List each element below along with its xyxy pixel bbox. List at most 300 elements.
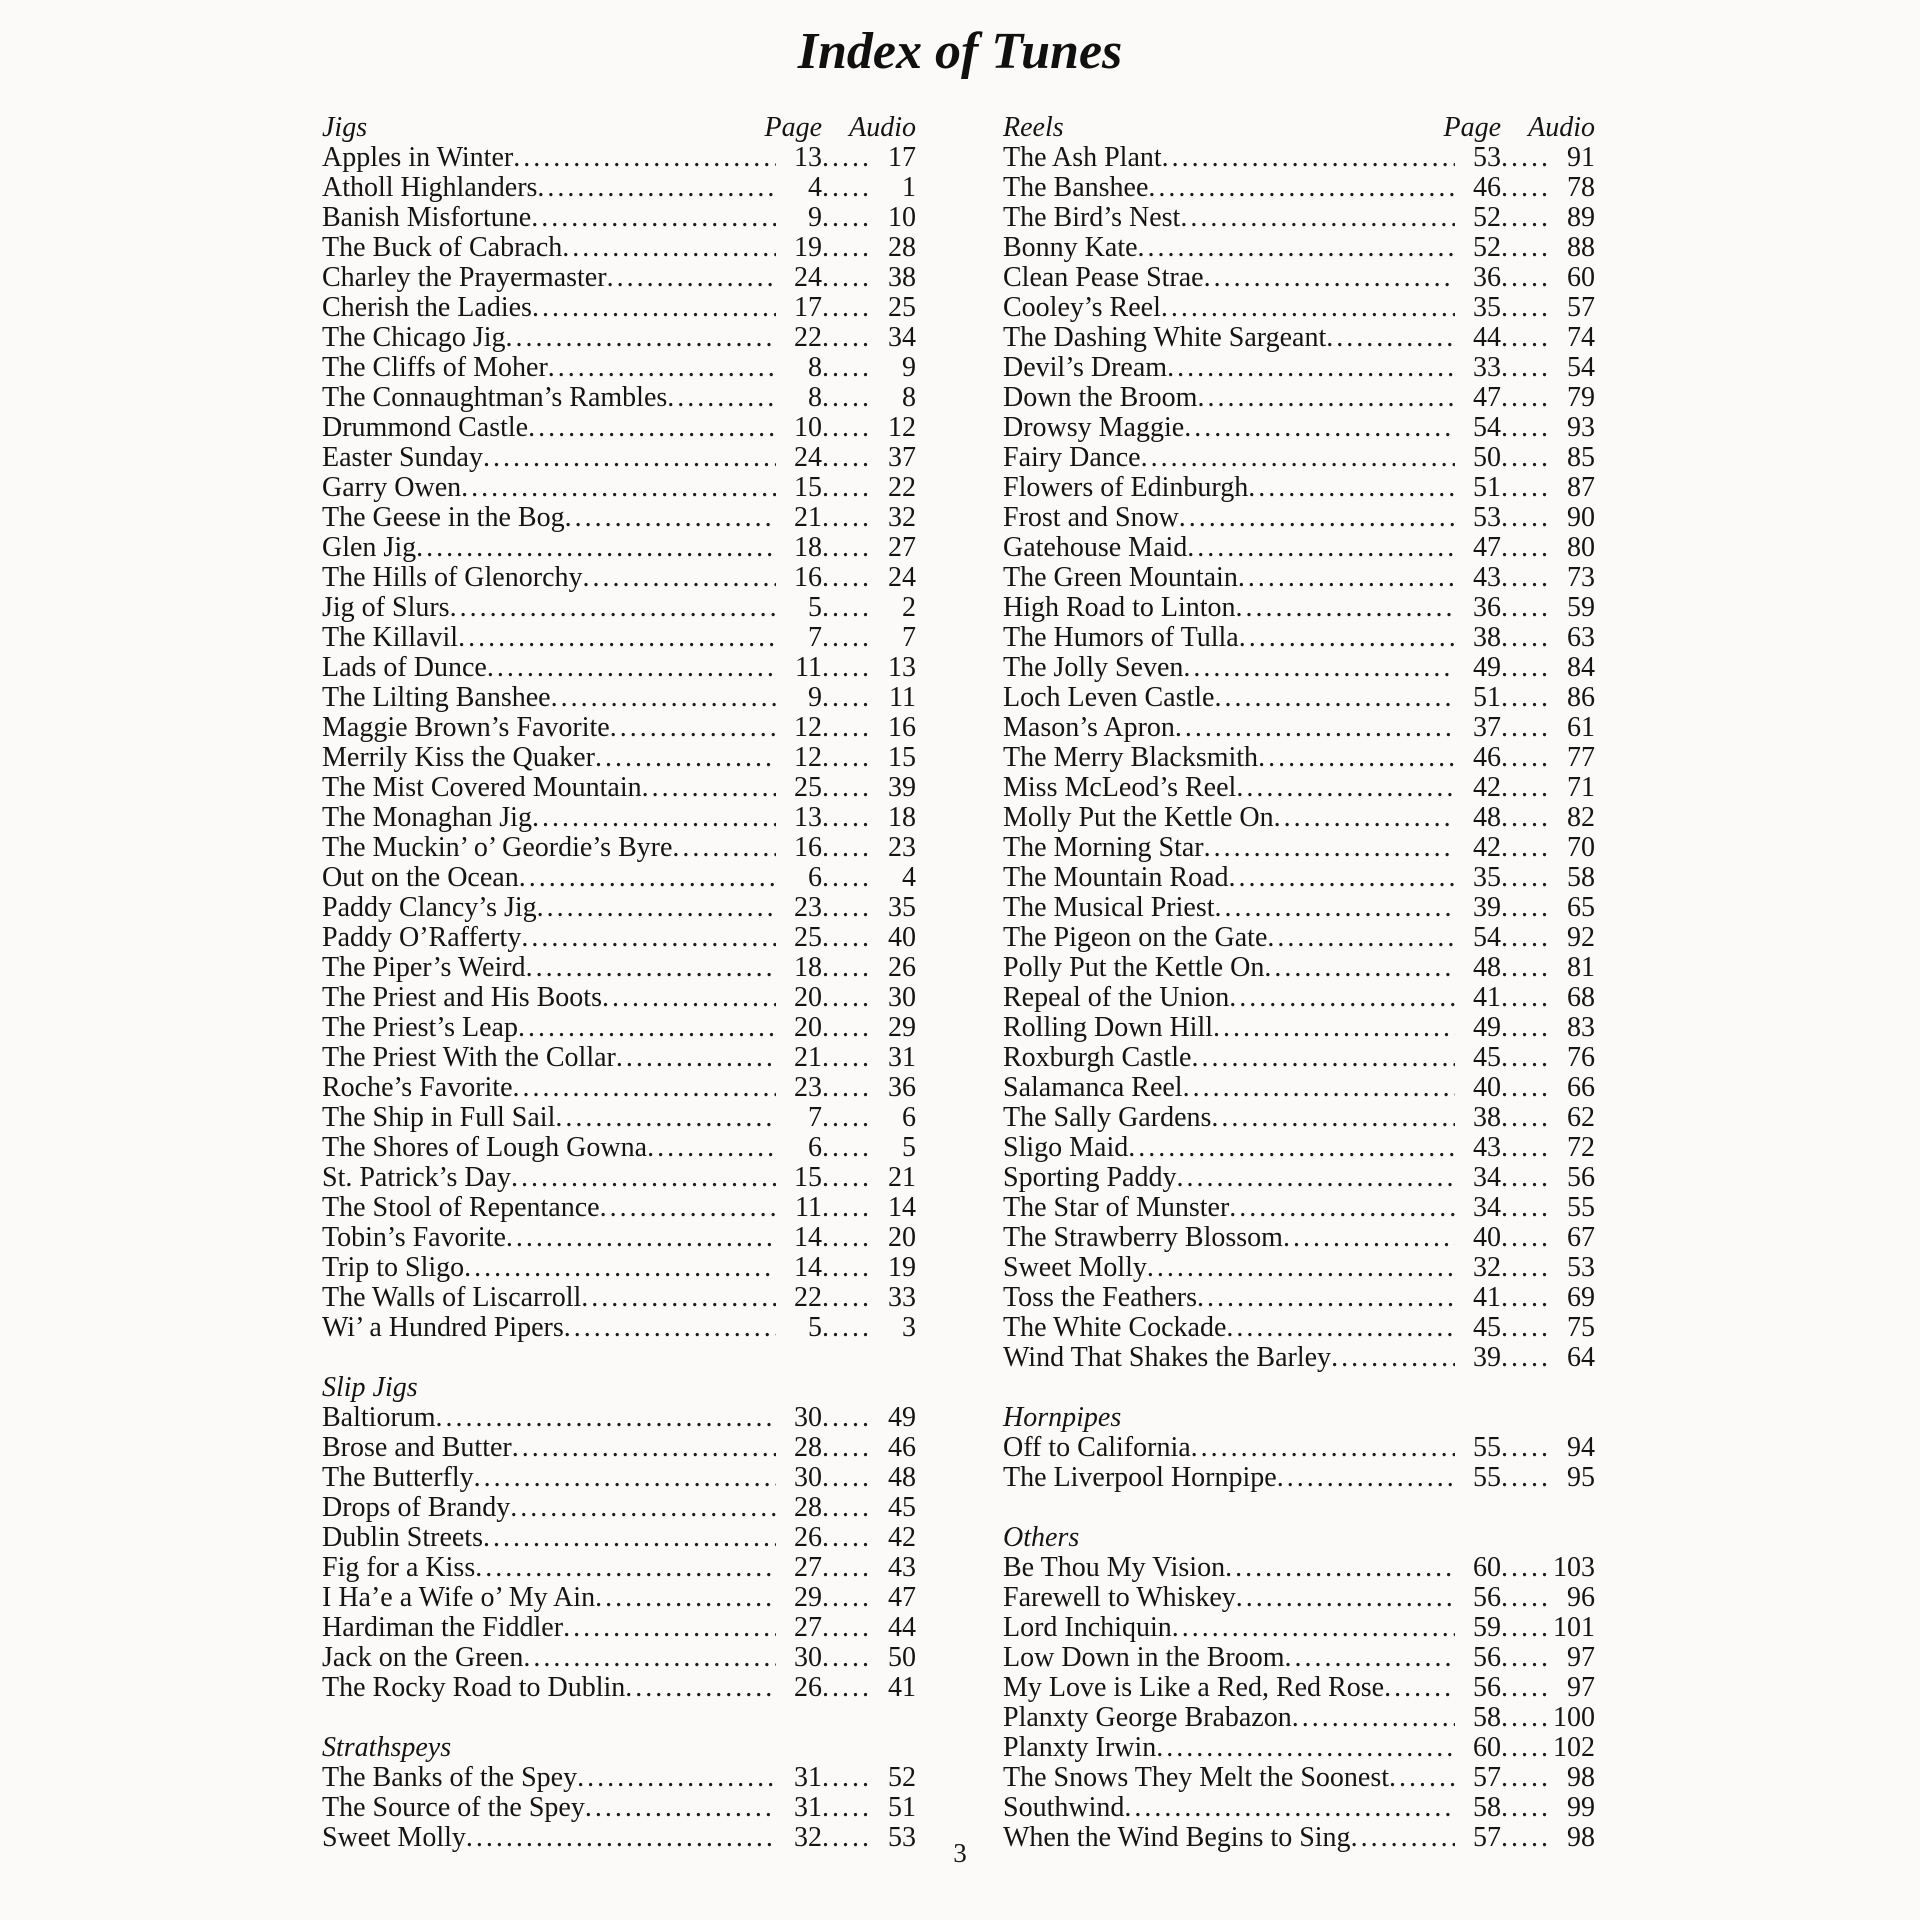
dot-leader [822, 323, 870, 353]
tune-audio-number: 47 [888, 1582, 916, 1613]
dot-leader [521, 923, 776, 953]
dot-leader [1213, 1013, 1455, 1043]
index-entry-row [1003, 1703, 1595, 1733]
tune-title: My Love is Like a Red, Red Rose [1003, 1672, 1385, 1703]
tune-audio-number: 76 [1567, 1042, 1595, 1073]
tune-audio-number: 78 [1567, 172, 1595, 203]
dot-leader [1215, 893, 1455, 923]
dot-leader [822, 743, 870, 773]
tune-title: The Ash Plant [1003, 142, 1162, 173]
tune-page-number: 60 [1473, 1552, 1501, 1583]
tune-audio-number: 29 [888, 1012, 916, 1043]
tune-audio-number: 102 [1553, 1732, 1595, 1763]
index-entry-row [322, 173, 916, 203]
dot-leader [1384, 1673, 1455, 1703]
dot-leader [513, 143, 776, 173]
dot-leader [822, 173, 870, 203]
tune-title: The Pigeon on the Gate [1003, 922, 1268, 953]
index-entry-row [322, 563, 916, 593]
dot-leader [1389, 1763, 1455, 1793]
tune-page-number: 27 [794, 1552, 822, 1583]
audio-column-header: Audio [1528, 112, 1595, 143]
tune-title: Paddy O’Rafferty [322, 922, 522, 953]
dot-leader [1172, 1613, 1455, 1643]
tune-title: The Sally Gardens [1003, 1102, 1212, 1133]
dot-leader [551, 683, 776, 713]
index-entry-row [1003, 1073, 1595, 1103]
dot-leader [822, 563, 870, 593]
tune-page-number: 42 [1473, 772, 1501, 803]
index-entry-row [1003, 623, 1595, 653]
dot-leader [822, 713, 870, 743]
dot-leader [1162, 143, 1455, 173]
dot-leader [518, 1013, 776, 1043]
tune-audio-number: 69 [1567, 1282, 1595, 1313]
tune-title: The Geese in the Bog [322, 502, 565, 533]
tune-audio-number: 99 [1567, 1792, 1595, 1823]
tune-audio-number: 36 [888, 1072, 916, 1103]
index-entry-row [322, 1013, 916, 1043]
index-entry-row [1003, 353, 1595, 383]
dot-leader [1501, 1433, 1549, 1463]
dot-leader [563, 1613, 776, 1643]
tune-title: Drowsy Maggie [1003, 412, 1185, 443]
tune-page-number: 37 [1473, 712, 1501, 743]
tune-audio-number: 10 [888, 202, 916, 233]
tune-title: Lads of Dunce [322, 652, 487, 683]
index-entry-row [1003, 653, 1595, 683]
index-entry-row [322, 533, 916, 563]
index-entry-row [322, 1493, 916, 1523]
tune-title: I Ha’e a Wife o’ My Ain [322, 1582, 596, 1613]
dot-leader [1501, 443, 1549, 473]
tune-title: The Green Mountain [1003, 562, 1238, 593]
index-entry-row [1003, 983, 1595, 1013]
tune-title: Wind That Shakes the Barley [1003, 1342, 1332, 1373]
index-entry-row [322, 473, 916, 503]
tune-page-number: 52 [1473, 232, 1501, 263]
dot-leader [1138, 233, 1455, 263]
dot-leader [577, 1763, 776, 1793]
index-entry-row [1003, 1553, 1595, 1583]
tune-page-number: 52 [1473, 202, 1501, 233]
dot-leader [1501, 893, 1549, 923]
tune-page-number: 48 [1473, 952, 1501, 983]
dot-leader [822, 683, 870, 713]
index-entry-row [322, 1673, 916, 1703]
dot-leader [1501, 1283, 1549, 1313]
index-entry-row [1003, 803, 1595, 833]
index-entry-row [322, 713, 916, 743]
index-entry-row [322, 683, 916, 713]
index-entry-row [322, 353, 916, 383]
tune-title: The Piper’s Weird [322, 952, 526, 983]
dot-leader [1501, 353, 1549, 383]
index-entry-row [322, 1403, 916, 1433]
dot-leader [1501, 1343, 1549, 1373]
dot-leader [1501, 533, 1549, 563]
tune-title: The Cliffs of Moher [322, 352, 548, 383]
dot-leader [642, 773, 776, 803]
tune-audio-number: 71 [1567, 772, 1595, 803]
tune-title: Paddy Clancy’s Jig [322, 892, 537, 923]
dot-leader [475, 1553, 776, 1583]
tune-audio-number: 101 [1553, 1612, 1595, 1643]
index-entry-row [322, 203, 916, 233]
index-entry-row [1003, 203, 1595, 233]
index-entry-row [1003, 923, 1595, 953]
tune-page-number: 11 [795, 1192, 822, 1223]
tune-title: Miss McLeod’s Reel [1003, 772, 1237, 803]
dot-leader [1258, 743, 1455, 773]
dot-leader [822, 1763, 870, 1793]
tune-audio-number: 96 [1567, 1582, 1595, 1613]
index-entry-row [322, 1043, 916, 1073]
tune-page-number: 15 [794, 1162, 822, 1193]
dot-leader [1167, 353, 1455, 383]
dot-leader [822, 1613, 870, 1643]
dot-leader [1501, 383, 1549, 413]
tune-page-number: 35 [1473, 862, 1501, 893]
index-entry-row [322, 983, 916, 1013]
tune-title: Repeal of the Union [1003, 982, 1230, 1013]
index-entry-row [1003, 1193, 1595, 1223]
dot-leader [1331, 1343, 1455, 1373]
dot-leader [1175, 713, 1455, 743]
tune-page-number: 36 [1473, 262, 1501, 293]
tune-title: Gatehouse Maid [1003, 532, 1188, 563]
index-entry-row [322, 1463, 916, 1493]
tune-title: Be Thou My Vision [1003, 1552, 1226, 1583]
tune-page-number: 7 [808, 622, 822, 653]
tune-audio-number: 42 [888, 1522, 916, 1553]
tune-page-number: 55 [1473, 1432, 1501, 1463]
tune-page-number: 12 [794, 742, 822, 773]
tune-page-number: 46 [1473, 172, 1501, 203]
index-entry-row [1003, 833, 1595, 863]
section-heading-row-jigs [322, 113, 916, 143]
dot-leader [822, 863, 870, 893]
tune-title: Apples in Winter [322, 142, 514, 173]
tune-audio-number: 3 [902, 1312, 916, 1343]
tune-audio-number: 52 [888, 1762, 916, 1793]
dot-leader [1501, 683, 1549, 713]
tune-page-number: 20 [794, 1012, 822, 1043]
dot-leader [1156, 1733, 1455, 1763]
dot-leader [1191, 1433, 1455, 1463]
tune-page-number: 49 [1473, 1012, 1501, 1043]
index-entry-row [1003, 1733, 1595, 1763]
tune-title: Trip to Sligo [322, 1252, 465, 1283]
tune-title: The Muckin’ o’ Geordie’s Byre [322, 832, 673, 863]
tune-audio-number: 57 [1567, 292, 1595, 323]
tune-audio-number: 4 [902, 862, 916, 893]
tune-audio-number: 65 [1567, 892, 1595, 923]
dot-leader [512, 1433, 776, 1463]
index-entry-row [322, 383, 916, 413]
section-heading-reels: Reels [1003, 112, 1064, 143]
tune-audio-number: 35 [888, 892, 916, 923]
tune-audio-number: 32 [888, 502, 916, 533]
dot-leader [610, 713, 776, 743]
tune-title: Bonny Kate [1003, 232, 1138, 263]
dot-leader [1501, 473, 1549, 503]
tune-audio-number: 2 [902, 592, 916, 623]
dot-leader [822, 653, 870, 683]
tune-audio-number: 100 [1553, 1702, 1595, 1733]
dot-leader [1501, 1223, 1549, 1253]
dot-leader [616, 1043, 776, 1073]
tune-audio-number: 23 [888, 832, 916, 863]
index-entry-row [1003, 233, 1595, 263]
index-column-right [1003, 113, 1595, 1853]
dot-leader [822, 1163, 870, 1193]
index-entry-row [322, 503, 916, 533]
tune-title: Farewell to Whiskey [1003, 1582, 1236, 1613]
dot-leader [667, 383, 776, 413]
dot-leader [822, 593, 870, 623]
index-entry-row [322, 413, 916, 443]
tune-page-number: 9 [808, 202, 822, 233]
tune-audio-number: 94 [1567, 1432, 1595, 1463]
tune-page-number: 21 [794, 1042, 822, 1073]
tune-title: Fairy Dance [1003, 442, 1141, 473]
tune-title: The Banks of the Spey [322, 1762, 578, 1793]
index-entry-row [322, 1313, 916, 1343]
tune-title: The Shores of Lough Gowna [322, 1132, 648, 1163]
tune-page-number: 57 [1473, 1822, 1501, 1853]
index-entry-row [1003, 1763, 1595, 1793]
tune-title: Low Down in the Broom [1003, 1642, 1285, 1673]
tune-page-number: 22 [794, 322, 822, 353]
tune-page-number: 5 [808, 1312, 822, 1343]
tune-page-number: 54 [1473, 922, 1501, 953]
dot-leader [1501, 1643, 1549, 1673]
tune-title: Drummond Castle [322, 412, 529, 443]
index-entry-row [322, 773, 916, 803]
dot-leader [528, 413, 776, 443]
tune-page-number: 18 [794, 532, 822, 563]
dot-leader [1239, 623, 1455, 653]
tune-page-number: 25 [794, 922, 822, 953]
tune-audio-number: 12 [888, 412, 916, 443]
index-entry-row [1003, 1313, 1595, 1343]
tune-page-number: 49 [1473, 652, 1501, 683]
tune-page-number: 47 [1473, 532, 1501, 563]
index-entry-row [1003, 323, 1595, 353]
dot-leader [822, 503, 870, 533]
index-entry-row [322, 1643, 916, 1673]
tune-audio-number: 1 [902, 172, 916, 203]
tune-page-number: 55 [1473, 1462, 1501, 1493]
tune-title: High Road to Linton [1003, 592, 1236, 623]
tune-page-number: 47 [1473, 382, 1501, 413]
tune-title: Frost and Snow [1003, 502, 1179, 533]
dot-leader [1501, 233, 1549, 263]
index-entry-row [322, 1103, 916, 1133]
dot-leader [600, 1193, 776, 1223]
dot-leader [513, 1073, 776, 1103]
tune-title: Maggie Brown’s Favorite [322, 712, 610, 743]
tune-page-number: 23 [794, 1072, 822, 1103]
index-entry-row [322, 263, 916, 293]
tune-page-number: 43 [1473, 562, 1501, 593]
tune-title: Sweet Molly [1003, 1252, 1147, 1283]
dot-leader [416, 533, 776, 563]
index-entry-row [1003, 173, 1595, 203]
dot-leader [537, 173, 776, 203]
index-entry-row [1003, 1673, 1595, 1703]
tune-audio-number: 86 [1567, 682, 1595, 713]
index-entry-row [322, 803, 916, 833]
tune-audio-number: 67 [1567, 1222, 1595, 1253]
tune-title: Flowers of Edinburgh [1003, 472, 1249, 503]
tune-audio-number: 41 [888, 1672, 916, 1703]
dot-leader [555, 1103, 776, 1133]
dot-leader [1501, 1073, 1549, 1103]
tune-title: Down the Broom [1003, 382, 1198, 413]
tune-title: Banish Misfortune [322, 202, 532, 233]
dot-leader [531, 203, 776, 233]
tune-title: The Liverpool Hornpipe [1003, 1462, 1277, 1493]
dot-leader [450, 593, 776, 623]
tune-page-number: 15 [794, 472, 822, 503]
tune-audio-number: 66 [1567, 1072, 1595, 1103]
tune-audio-number: 89 [1567, 202, 1595, 233]
dot-leader [1238, 563, 1455, 593]
dot-leader [1236, 593, 1455, 623]
dot-leader [581, 1283, 776, 1313]
tune-title: Fig for a Kiss [322, 1552, 476, 1583]
tune-audio-number: 103 [1553, 1552, 1595, 1583]
dot-leader [822, 1493, 870, 1523]
tune-audio-number: 75 [1567, 1312, 1595, 1343]
tune-audio-number: 26 [888, 952, 916, 983]
dot-leader [602, 983, 776, 1013]
dot-leader [1501, 803, 1549, 833]
tune-title: The Lilting Banshee [322, 682, 551, 713]
dot-leader [822, 1523, 870, 1553]
dot-leader [1501, 1103, 1549, 1133]
dot-leader [1236, 1583, 1455, 1613]
dot-leader [822, 1313, 870, 1343]
tune-title: The Buck of Cabrach [322, 232, 563, 263]
dot-leader [506, 1223, 776, 1253]
tune-page-number: 56 [1473, 1582, 1501, 1613]
index-entry-row [1003, 143, 1595, 173]
tune-page-number: 22 [794, 1282, 822, 1313]
index-entry-row [322, 1793, 916, 1823]
dot-leader [1501, 833, 1549, 863]
tune-title: The Butterfly [322, 1462, 474, 1493]
tune-audio-number: 30 [888, 982, 916, 1013]
tune-page-number: 59 [1473, 1612, 1501, 1643]
tune-audio-number: 73 [1567, 562, 1595, 593]
dot-leader [822, 1433, 870, 1463]
dot-leader [1501, 503, 1549, 533]
index-entry-row [322, 1193, 916, 1223]
tune-audio-number: 87 [1567, 472, 1595, 503]
tune-audio-number: 46 [888, 1432, 916, 1463]
dot-leader [672, 833, 776, 863]
index-entry-row [322, 1253, 916, 1283]
tune-title: The Jolly Seven [1003, 652, 1184, 683]
tune-title: Jack on the Green [322, 1642, 524, 1673]
index-entry-row [1003, 743, 1595, 773]
section-heading-row-slip-jigs [322, 1373, 916, 1403]
tune-audio-number: 53 [888, 1822, 916, 1853]
index-entry-row [1003, 1283, 1595, 1313]
tune-page-number: 35 [1473, 292, 1501, 323]
dot-leader [532, 293, 776, 323]
dot-leader [1326, 323, 1455, 353]
index-entry-row [1003, 1043, 1595, 1073]
tune-page-number: 40 [1473, 1222, 1501, 1253]
dot-leader [822, 443, 870, 473]
tune-page-number: 40 [1473, 1072, 1501, 1103]
tune-page-number: 34 [1473, 1192, 1501, 1223]
index-entry-row [322, 233, 916, 263]
dot-leader [1501, 1253, 1549, 1283]
tune-page-number: 41 [1473, 982, 1501, 1013]
tune-title: The Snows They Melt the Soonest [1003, 1762, 1390, 1793]
tune-audio-number: 25 [888, 292, 916, 323]
dot-leader [461, 473, 776, 503]
dot-leader [1204, 833, 1455, 863]
dot-leader [548, 353, 776, 383]
index-entry-row [1003, 1013, 1595, 1043]
tune-page-number: 8 [808, 382, 822, 413]
tune-title: The Walls of Liscarroll [322, 1282, 582, 1313]
dot-leader [607, 263, 776, 293]
tune-page-number: 14 [794, 1252, 822, 1283]
tune-page-number: 4 [808, 172, 822, 203]
tune-audio-number: 40 [888, 922, 916, 953]
tune-audio-number: 18 [888, 802, 916, 833]
tune-audio-number: 8 [902, 382, 916, 413]
dot-leader [1197, 1283, 1455, 1313]
dot-leader [565, 503, 776, 533]
section-heading-row-hornpipes [1003, 1403, 1595, 1433]
dot-leader [1267, 923, 1455, 953]
index-entry-row [322, 1163, 916, 1193]
dot-leader [822, 773, 870, 803]
dot-leader [537, 893, 776, 923]
index-entry-row [322, 443, 916, 473]
dot-leader [625, 1673, 776, 1703]
index-entry-row [1003, 1133, 1595, 1163]
tune-audio-number: 14 [888, 1192, 916, 1223]
section-heading-row-reels [1003, 113, 1595, 143]
dot-leader [1229, 983, 1455, 1013]
tune-page-number: 53 [1473, 502, 1501, 533]
tune-title: Cooley’s Reel [1003, 292, 1161, 323]
tune-page-number: 9 [808, 682, 822, 713]
tune-page-number: 38 [1473, 1102, 1501, 1133]
tune-audio-number: 38 [888, 262, 916, 293]
index-entry-row [1003, 563, 1595, 593]
dot-leader [822, 143, 870, 173]
dot-leader [822, 413, 870, 443]
index-entry-row [322, 1133, 916, 1163]
tune-audio-number: 37 [888, 442, 916, 473]
tune-title: Atholl Highlanders [322, 172, 538, 203]
index-entry-row [1003, 413, 1595, 443]
tune-title: St. Patrick’s Day [322, 1162, 511, 1193]
dot-leader [822, 263, 870, 293]
dot-leader [1501, 953, 1549, 983]
folio-page-number: 3 [953, 1838, 967, 1868]
